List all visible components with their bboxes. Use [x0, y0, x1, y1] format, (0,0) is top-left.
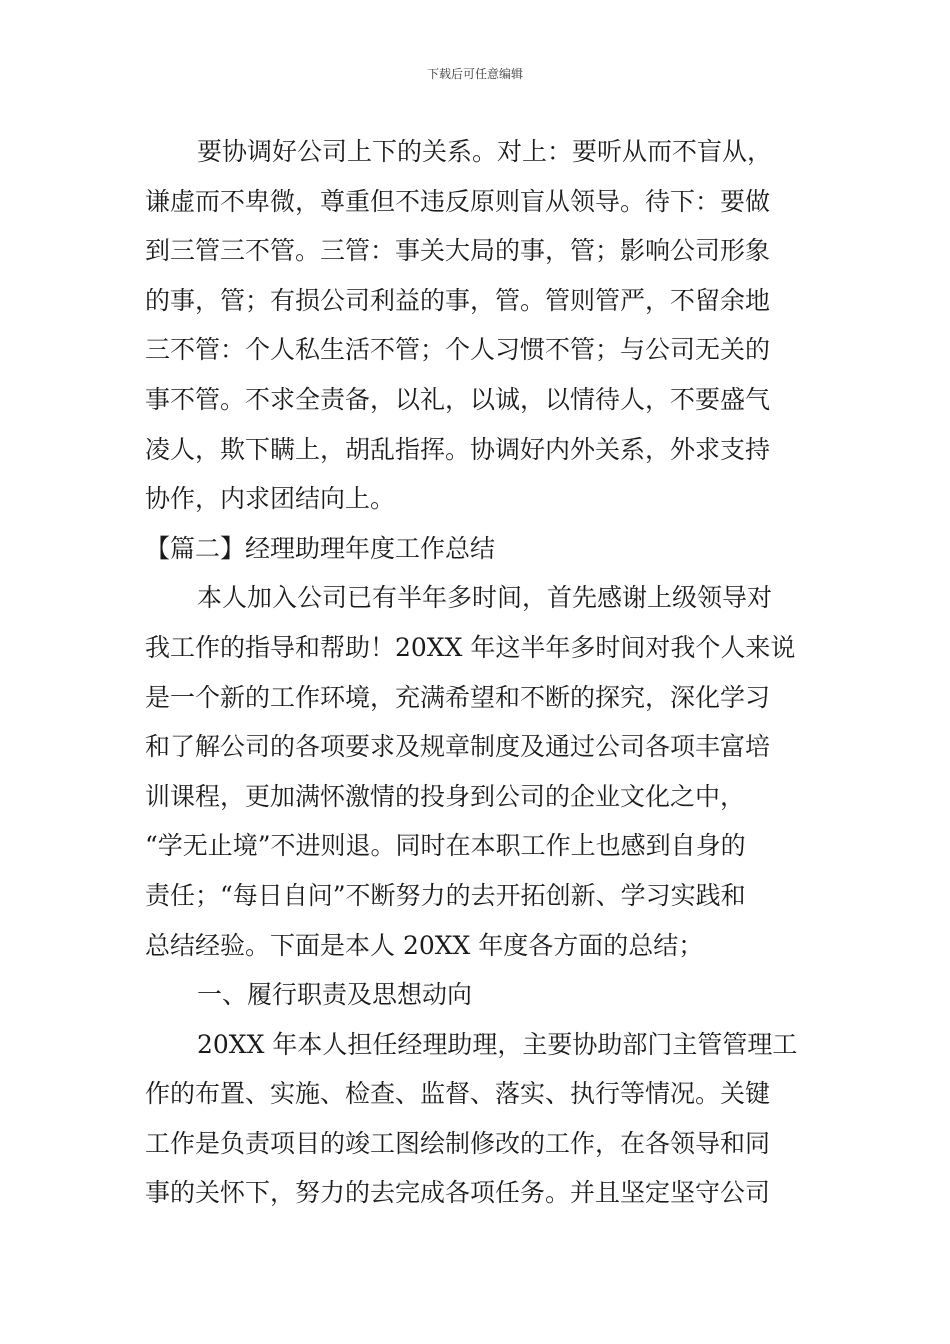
paragraph-line: 谦虚而不卑微，尊重但不违反原则盲从领导。待下：要做: [145, 186, 771, 216]
paragraph-line: 20XX 年本人担任经理助理，主要协助部门主管管理工: [197, 1029, 798, 1059]
paragraph-line: 作的布置、实施、检查、监督、落实、执行等情况。关键: [145, 1079, 771, 1109]
paragraph-line: 的事，管；有损公司利益的事，管。管则管严，不留余地: [145, 285, 771, 315]
paragraph-line: 凌人，欺下瞒上，胡乱指挥。协调好内外关系，外求支持: [145, 434, 771, 464]
paragraph-line: “学无止境”不进则退。同时在本职工作上也感到自身的: [145, 831, 746, 861]
paragraph-line: 是一个新的工作环境，充满希望和不断的探究，深化学习: [145, 682, 771, 712]
paragraph-line: 总结经验。下面是本人 20XX 年度各方面的总结；: [145, 930, 704, 960]
paragraph-line: 工作是负责项目的竣工图绘制修改的工作，在各领导和同: [145, 1128, 771, 1158]
paragraph-line: 训课程，更加满怀激情的投身到公司的企业文化之中，: [145, 781, 746, 811]
paragraph-line: 责任；“每日自问”不断努力的去开拓创新、学习实践和: [145, 880, 746, 910]
paragraph-line: 事的关怀下，努力的去完成各项任务。并且坚定坚守公司: [145, 1178, 771, 1208]
paragraph-line: 要协调好公司上下的关系。对上：要听从而不盲从，: [197, 137, 773, 166]
paragraph-line: 协作，内求团结向上。: [145, 484, 396, 514]
page-header: 下载后可任意编辑: [426, 67, 523, 81]
paragraph-line: 我工作的指导和帮助！20XX 年这半年多时间对我个人来说: [145, 632, 796, 662]
section-heading: 【篇二】经理助理年度工作总结: [145, 533, 496, 563]
paragraph-line: 到三管三不管。三管：事关大局的事，管；影响公司形象: [145, 236, 771, 266]
document-body: [145, 127, 809, 1218]
paragraph-line: 三不管：个人私生活不管；个人习惯不管；与公司无关的: [145, 335, 771, 365]
paragraph-line: 和了解公司的各项要求及规章制度及通过公司各项丰富培: [145, 732, 771, 762]
subsection-heading: 一、履行职责及思想动向: [197, 980, 473, 1010]
paragraph-line: 事不管。不求全责备，以礼，以诚，以情待人，不要盛气: [145, 384, 771, 414]
paragraph-line: 本人加入公司已有半年多时间，首先感谢上级领导对: [197, 583, 773, 613]
